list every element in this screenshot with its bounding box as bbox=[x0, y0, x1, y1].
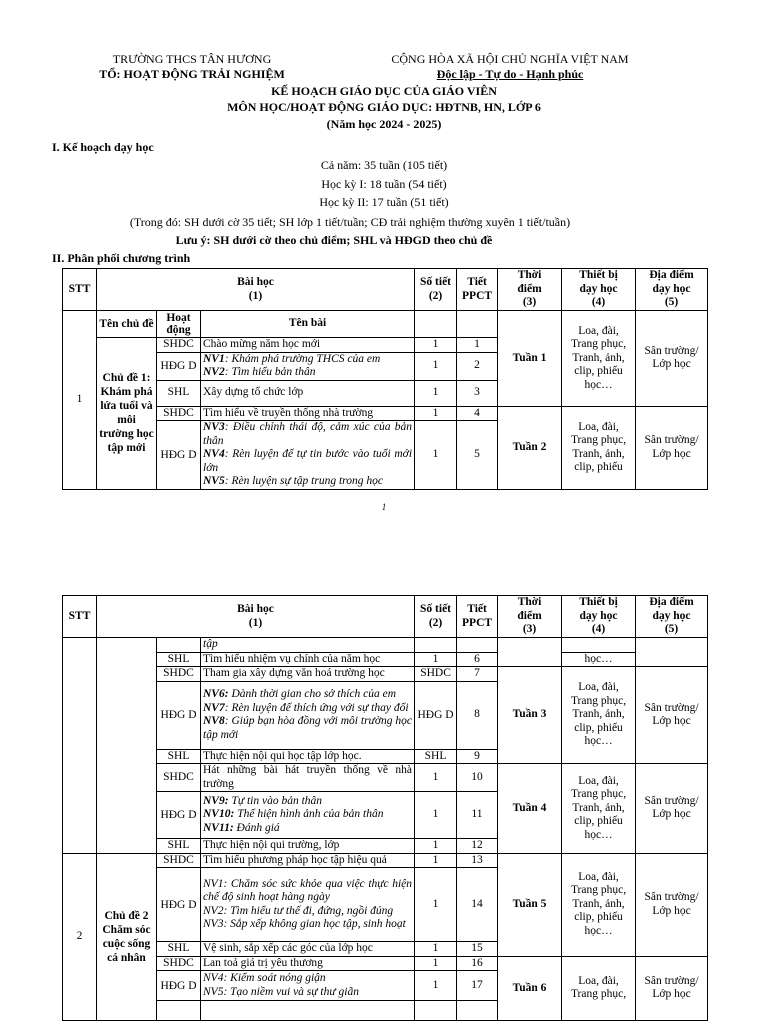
equipment-cell: Loa, đài, Trang phục, bbox=[562, 956, 636, 1021]
subheader-topic: Tên chủ đề bbox=[97, 311, 157, 338]
header-time: Thời điểm (3) bbox=[498, 596, 562, 638]
activity-cell: HĐG D bbox=[157, 681, 201, 749]
lesson-cell: NV9: Tự tin vào bản thân NV10: Thể hiện hình ảnh của bản thân NV11: Đánh giá bbox=[201, 792, 415, 839]
table-header-row bbox=[63, 596, 708, 638]
doc-subtitle: MÔN HỌC/HOẠT ĐỘNG GIÁO DỤC: HĐTNB, HN, LỚP 6 bbox=[227, 100, 541, 114]
row-stt: 1 bbox=[63, 311, 97, 490]
place-cell: Sân trường/ Lớp học bbox=[636, 956, 708, 1021]
lesson-cell: Tham gia xây dựng văn hoá trường học bbox=[201, 667, 415, 682]
periods-cell: 1 bbox=[415, 792, 457, 839]
activity-cell: HĐG D bbox=[157, 868, 201, 942]
lesson-cell: Tìm hiểu nhiệm vụ chính của năm học bbox=[201, 652, 415, 667]
ppct-cell: 14 bbox=[457, 868, 498, 942]
table-header-row bbox=[63, 269, 708, 311]
lesson-cell: Tìm hiểu phương pháp học tập hiệu quả bbox=[201, 853, 415, 868]
school-header bbox=[92, 52, 292, 82]
header-stt: STT bbox=[63, 596, 97, 638]
header-lesson: Bài học (1) bbox=[97, 269, 415, 311]
table-row bbox=[63, 956, 708, 971]
ppct-cell: 13 bbox=[457, 853, 498, 868]
equipment-cell: Loa, đài, Trang phục, Tranh, ảnh, clip, phiếu học… bbox=[562, 311, 636, 407]
activity-cell: SHDC bbox=[157, 338, 201, 353]
topic-cell: Chủ đề 2 Chăm sóc cuộc sống cá nhân bbox=[97, 853, 157, 1021]
header-place: Địa điểm dạy học (5) bbox=[636, 596, 708, 638]
activity-cell: SHL bbox=[157, 749, 201, 764]
header-stt: STT bbox=[63, 269, 97, 311]
topic-cell: Chủ đề 1: Khám phá lứa tuổi và môi trường học tập mới bbox=[97, 338, 157, 490]
place-cell: Sân trường/ Lớp học bbox=[636, 311, 708, 407]
place-cell: Sân trường/ Lớp học bbox=[636, 853, 708, 956]
ppct-cell: 10 bbox=[457, 764, 498, 792]
week-cell: Tuần 3 bbox=[498, 667, 562, 764]
place-cell: Sân trường/ Lớp học bbox=[636, 667, 708, 764]
periods-cell: 1 bbox=[415, 853, 457, 868]
lesson-cell: Vệ sinh, sắp xếp các góc của lớp học bbox=[201, 942, 415, 957]
ppct-cell: 8 bbox=[457, 681, 498, 749]
place-cell: Sân trường/ Lớp học bbox=[636, 406, 708, 489]
periods-cell: 1 bbox=[415, 839, 457, 854]
lesson-cell: Tìm hiểu về truyền thống nhà trường bbox=[201, 406, 415, 421]
header-periods: Số tiết (2) bbox=[415, 269, 457, 311]
lesson-cell: Hát những bài hát truyền thống về nhà trường bbox=[201, 764, 415, 792]
semester-1-summary: Học kỳ I: 18 tuần (54 tiết) bbox=[321, 177, 447, 191]
periods-cell: 1 bbox=[415, 971, 457, 1001]
doc-title: KẾ HOẠCH GIÁO DỤC CỦA GIÁO VIÊN bbox=[271, 84, 497, 98]
equipment-cell: Loa, đài, Trang phục, Tranh, ảnh, clip, phiếu học… bbox=[562, 853, 636, 956]
equipment-cell: học… bbox=[562, 652, 636, 667]
table-row bbox=[63, 638, 708, 653]
subheader-lesson: Tên bài bbox=[201, 311, 415, 338]
equipment-cell: Loa, đài, Trang phục, Tranh, ảnh, clip, phiếu bbox=[562, 406, 636, 489]
section-2-heading: II. Phân phối chương trình bbox=[52, 251, 191, 265]
periods-cell: 1 bbox=[415, 406, 457, 421]
periods-cell: SHDC bbox=[415, 667, 457, 682]
table-row bbox=[63, 764, 708, 792]
motto: Độc lập - Tự do - Hạnh phúc bbox=[436, 67, 584, 81]
ppct-cell: 15 bbox=[457, 942, 498, 957]
school-name: TRƯỜNG THCS TÂN HƯƠNG bbox=[112, 52, 272, 66]
team-name: TỔ: HOẠT ĐỘNG TRẢI NGHIỆM bbox=[99, 67, 285, 81]
school-year: (Năm học 2024 - 2025) bbox=[326, 117, 442, 131]
section-1-heading: I. Kế hoạch dạy học bbox=[52, 140, 154, 154]
periods-cell: 1 bbox=[415, 764, 457, 792]
periods-cell: 1 bbox=[415, 942, 457, 957]
program-table-page-2 bbox=[62, 595, 708, 1021]
ppct-cell: 4 bbox=[457, 406, 498, 421]
periods-cell: HĐG D bbox=[415, 681, 457, 749]
ppct-cell: 3 bbox=[457, 380, 498, 406]
header-ppct: Tiết PPCT bbox=[457, 269, 498, 311]
header-periods: Số tiết (2) bbox=[415, 596, 457, 638]
activity-cell: SHL bbox=[157, 942, 201, 957]
lesson-cell: Lan toả giá trị yêu thương bbox=[201, 956, 415, 971]
activity-cell: HĐG D bbox=[157, 971, 201, 1001]
header-time: Thời điểm (3) bbox=[498, 269, 562, 311]
activity-cell: HĐG D bbox=[157, 792, 201, 839]
activity-cell: SHDC bbox=[157, 853, 201, 868]
table-row bbox=[63, 406, 708, 421]
ppct-cell: 9 bbox=[457, 749, 498, 764]
activity-cell: SHDC bbox=[157, 406, 201, 421]
equipment-cell: Loa, đài, Trang phục, Tranh, ảnh, clip, phiếu học… bbox=[562, 667, 636, 764]
ppct-cell: 6 bbox=[457, 652, 498, 667]
lesson-cell: NV3: Điều chỉnh thái độ, cảm xúc của bản thân NV4: Rèn luyện để tự tin bước vào tuổi mới lớn NV5: Rèn luyện sự tập trung trong học bbox=[201, 421, 415, 490]
table-row bbox=[63, 652, 708, 667]
table-row bbox=[63, 667, 708, 682]
periods-cell: 1 bbox=[415, 380, 457, 406]
equipment-cell: Loa, đài, Trang phục, Tranh, ảnh, clip, phiếu học… bbox=[562, 764, 636, 854]
remark-note: Lưu ý: SH dưới cờ theo chủ điểm; SHL và HĐGD theo chủ đề bbox=[175, 233, 493, 247]
table-row bbox=[63, 311, 708, 338]
week-cell: Tuần 4 bbox=[498, 764, 562, 854]
activity-cell: SHL bbox=[157, 839, 201, 854]
lesson-cell: Thực hiện nội qui học tập lớp học. bbox=[201, 749, 415, 764]
ppct-cell: 5 bbox=[457, 421, 498, 490]
nation-name: CỘNG HÒA XÃ HỘI CHỦ NGHĨA VIỆT NAM bbox=[391, 52, 629, 66]
week-cell: Tuần 1 bbox=[498, 311, 562, 407]
activity-cell: SHL bbox=[157, 652, 201, 667]
header-equipment: Thiết bị dạy học (4) bbox=[562, 269, 636, 311]
periods-cell: SHL bbox=[415, 749, 457, 764]
ppct-cell: 17 bbox=[457, 971, 498, 1001]
lesson-cell: Thực hiện nội qui trường, lớp bbox=[201, 839, 415, 854]
periods-cell: 1 bbox=[415, 868, 457, 942]
activity-cell: SHDC bbox=[157, 667, 201, 682]
lesson-cell: NV4: Kiểm soát nóng giận NV5: Tạo niềm vui và sự thư giãn bbox=[201, 971, 415, 1001]
activity-cell: SHDC bbox=[157, 956, 201, 971]
lesson-cell: NV6: Dành thời gian cho sở thích của em NV7: Rèn luyện để thích ứng với sự thay đổi NV8: Giúp bạn hòa đồng với môi trường học tập mới bbox=[201, 681, 415, 749]
activity-cell: SHL bbox=[157, 380, 201, 406]
ppct-cell: 11 bbox=[457, 792, 498, 839]
place-cell: Sân trường/ Lớp học bbox=[636, 764, 708, 854]
activity-cell: HĐG D bbox=[157, 421, 201, 490]
periods-cell: 1 bbox=[415, 956, 457, 971]
header-equipment: Thiết bị dạy học (4) bbox=[562, 596, 636, 638]
program-table-page-1 bbox=[62, 268, 708, 490]
week-cell: Tuần 6 bbox=[498, 956, 562, 1021]
header-ppct: Tiết PPCT bbox=[457, 596, 498, 638]
activity-cell: HĐG D bbox=[157, 352, 201, 380]
lesson-cell: tập bbox=[201, 638, 415, 653]
lesson-cell: Xây dựng tổ chức lớp bbox=[201, 380, 415, 406]
ppct-cell: 7 bbox=[457, 667, 498, 682]
year-summary: Cả năm: 35 tuần (105 tiết) bbox=[320, 158, 448, 172]
lesson-cell: Chào mừng năm học mới bbox=[201, 338, 415, 353]
periods-cell: 1 bbox=[415, 352, 457, 380]
ppct-cell: 16 bbox=[457, 956, 498, 971]
period-note: (Trong đó: SH dưới cờ 35 tiết; SH lớp 1 tiết/tuần; CĐ trải nghiệm thường xuyên 1 tiết/tuần) bbox=[129, 215, 571, 229]
table-row bbox=[63, 853, 708, 868]
header-place: Địa điểm dạy học (5) bbox=[636, 269, 708, 311]
ppct-cell: 12 bbox=[457, 839, 498, 854]
lesson-cell: NV1: Chăm sóc sức khỏe qua việc thực hiện chế độ sinh hoạt hàng ngày NV2: Tìm hiểu tư thế đi, đứng, ngồi đúng NV3: Sắp xếp không gian học tập, sinh hoạt bbox=[201, 868, 415, 942]
subheader-activity: Hoạt động bbox=[157, 311, 201, 338]
page-number: 1 bbox=[381, 502, 387, 512]
periods-cell: 1 bbox=[415, 421, 457, 490]
ppct-cell: 2 bbox=[457, 352, 498, 380]
activity-cell: SHDC bbox=[157, 764, 201, 792]
week-cell: Tuần 2 bbox=[498, 406, 562, 489]
lesson-cell: NV1: Khám phá trường THCS của em NV2: Tìm hiểu bản thân bbox=[201, 352, 415, 380]
row-stt: 2 bbox=[63, 853, 97, 1021]
ppct-cell: 1 bbox=[457, 338, 498, 353]
semester-2-summary: Học kỳ II: 17 tuần (51 tiết) bbox=[319, 195, 449, 209]
periods-cell: 1 bbox=[415, 652, 457, 667]
nation-header bbox=[375, 52, 645, 82]
week-cell: Tuần 5 bbox=[498, 853, 562, 956]
header-lesson: Bài học (1) bbox=[97, 596, 415, 638]
periods-cell: 1 bbox=[415, 338, 457, 353]
